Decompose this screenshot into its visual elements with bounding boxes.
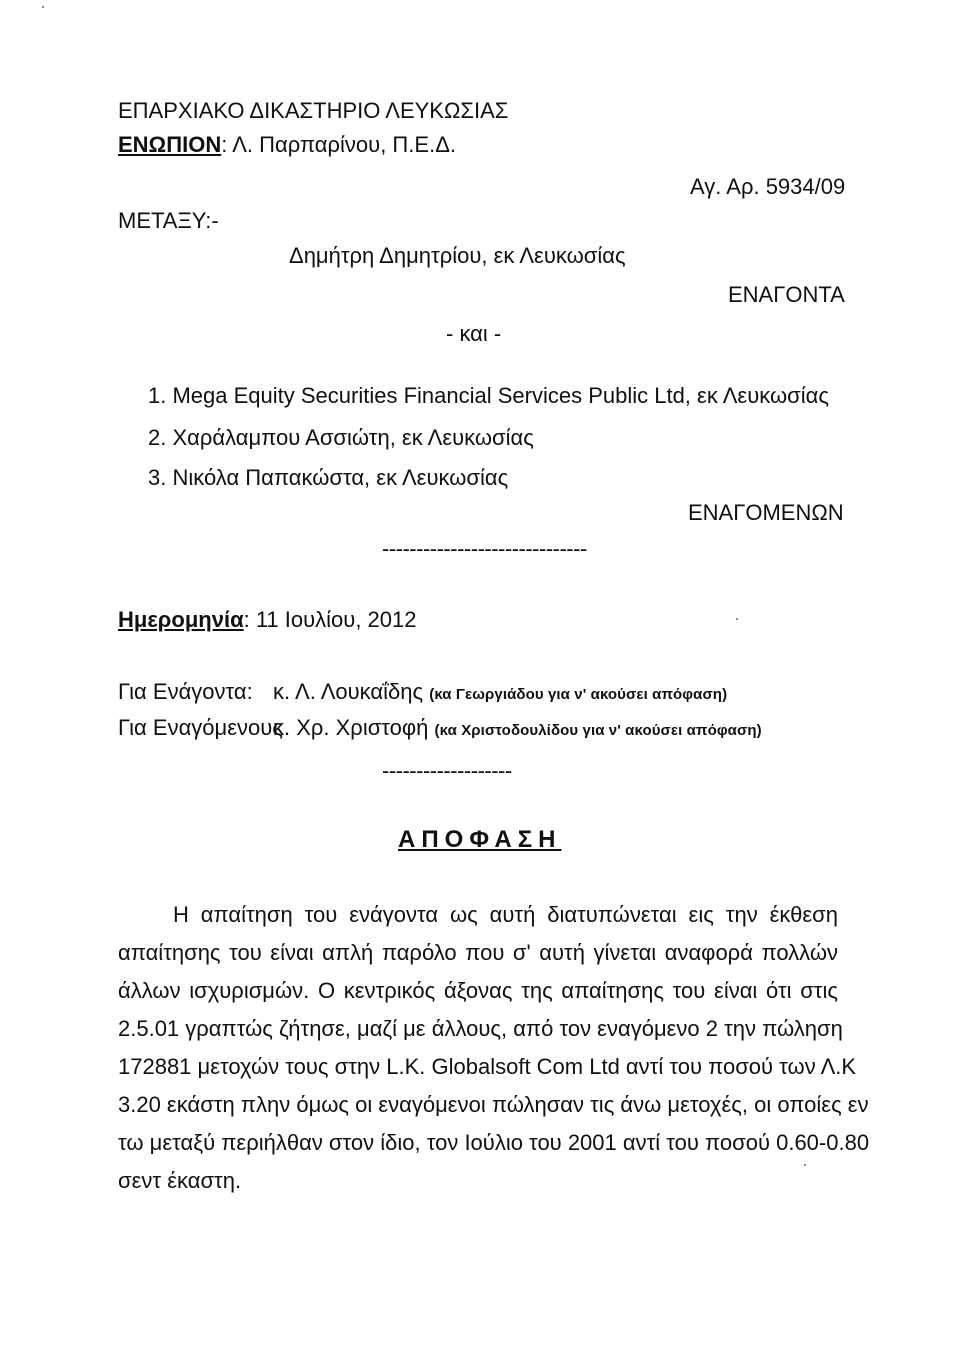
defendants-counsel-label: Για Εναγόμενους <box>118 715 283 740</box>
decision-body <box>118 896 870 1200</box>
plaintiff-counsel-name: κ. Λ. Λουκαΐδης <box>273 679 424 704</box>
decision-line-2: απαίτησης του είναι απλή παρόλο που σ' αυτή γίνεται αναφορά πολλών <box>118 940 838 965</box>
decision-line-3: άλλων ισχυρισμών. Ο κεντρικός άξονας της απαίτησης του είναι ότι στις <box>118 978 838 1003</box>
plaintiff-role: ΕΝΑΓΟΝΤΑ <box>728 282 845 307</box>
top-separator: ------------------------------ <box>382 536 587 561</box>
plaintiff-name: Δημήτρη Δημητρίου, εκ Λευκωσίας <box>289 243 626 268</box>
plaintiff-counsel-line <box>273 679 727 708</box>
defendants-counsel-line <box>273 715 762 744</box>
defendant-1: 1. Mega Equity Securities Financial Services Public Ltd, εκ Λευκωσίας <box>148 383 829 408</box>
date-value: : 11 Ιουλίου, 2012 <box>243 607 417 632</box>
before-value: : Λ. Παρπαρίνου, Π.Ε.Δ. <box>221 132 457 157</box>
defendants-counsel-name: κ. Χρ. Χριστοφή <box>273 715 429 740</box>
between-label: ΜΕΤΑΞΥ:- <box>118 208 219 233</box>
decision-line-4: 2.5.01 γραπτώς ζήτησε, μαζί με άλλους, από τον εναγόμενο 2 την πώληση <box>118 1016 843 1041</box>
scan-speck-2 <box>736 618 738 620</box>
defendants-counsel-note: (κα Χριστοδουλίδου για ν' ακούσει απόφαση) <box>434 722 762 739</box>
decision-title: ΑΠΟΦΑΣΗ <box>398 826 562 853</box>
court-name: ΕΠΑΡΧΙΑΚΟ ΔΙΚΑΣΤΗΡΙΟ ΛΕΥΚΩΣΙΑΣ <box>118 98 509 123</box>
case-number: Αγ. Αρ. 5934/09 <box>690 174 846 199</box>
before-line <box>118 132 456 158</box>
date-line <box>118 607 416 633</box>
date-label: Ημερομηνία <box>118 607 244 632</box>
decision-line-1: Η απαίτηση του ενάγοντα ως αυτή διατυπώνεται εις την έκθεση <box>173 902 838 927</box>
defendants-role: ΕΝΑΓΟΜΕΝΩΝ <box>688 500 844 525</box>
scan-speck <box>42 6 44 8</box>
decision-line-7: τω μεταξύ περιήλθαν στον ίδιο, τον Ιούλιο του 2001 αντί του ποσού 0.60-0.80 <box>118 1130 870 1155</box>
before-label: ΕΝΩΠΙΟΝ <box>118 132 222 157</box>
defendant-3: 3. Νικόλα Παπακώστα, εκ Λευκωσίας <box>148 465 509 490</box>
plaintiff-counsel-note: (κα Γεωργιάδου για ν' ακούσει απόφαση) <box>429 686 728 703</box>
and-separator: - και - <box>446 321 502 346</box>
decision-line-8: σεντ έκαστη. <box>118 1168 242 1193</box>
middle-separator: ------------------- <box>382 758 512 783</box>
decision-line-6: 3.20 εκάστη πλην όμως οι εναγόμενοι πώλησαν τις άνω μετοχές, οι οποίες εν <box>118 1092 869 1117</box>
defendant-2: 2. Χαράλαμπου Ασσιώτη, εκ Λευκωσίας <box>148 425 534 450</box>
decision-line-5: 172881 μετοχών τους στην L.K. Globalsoft Com Ltd αντί του ποσού των Λ.Κ <box>118 1054 857 1079</box>
scan-speck-3 <box>804 1164 806 1166</box>
plaintiff-counsel-label: Για Ενάγοντα: <box>118 679 253 704</box>
